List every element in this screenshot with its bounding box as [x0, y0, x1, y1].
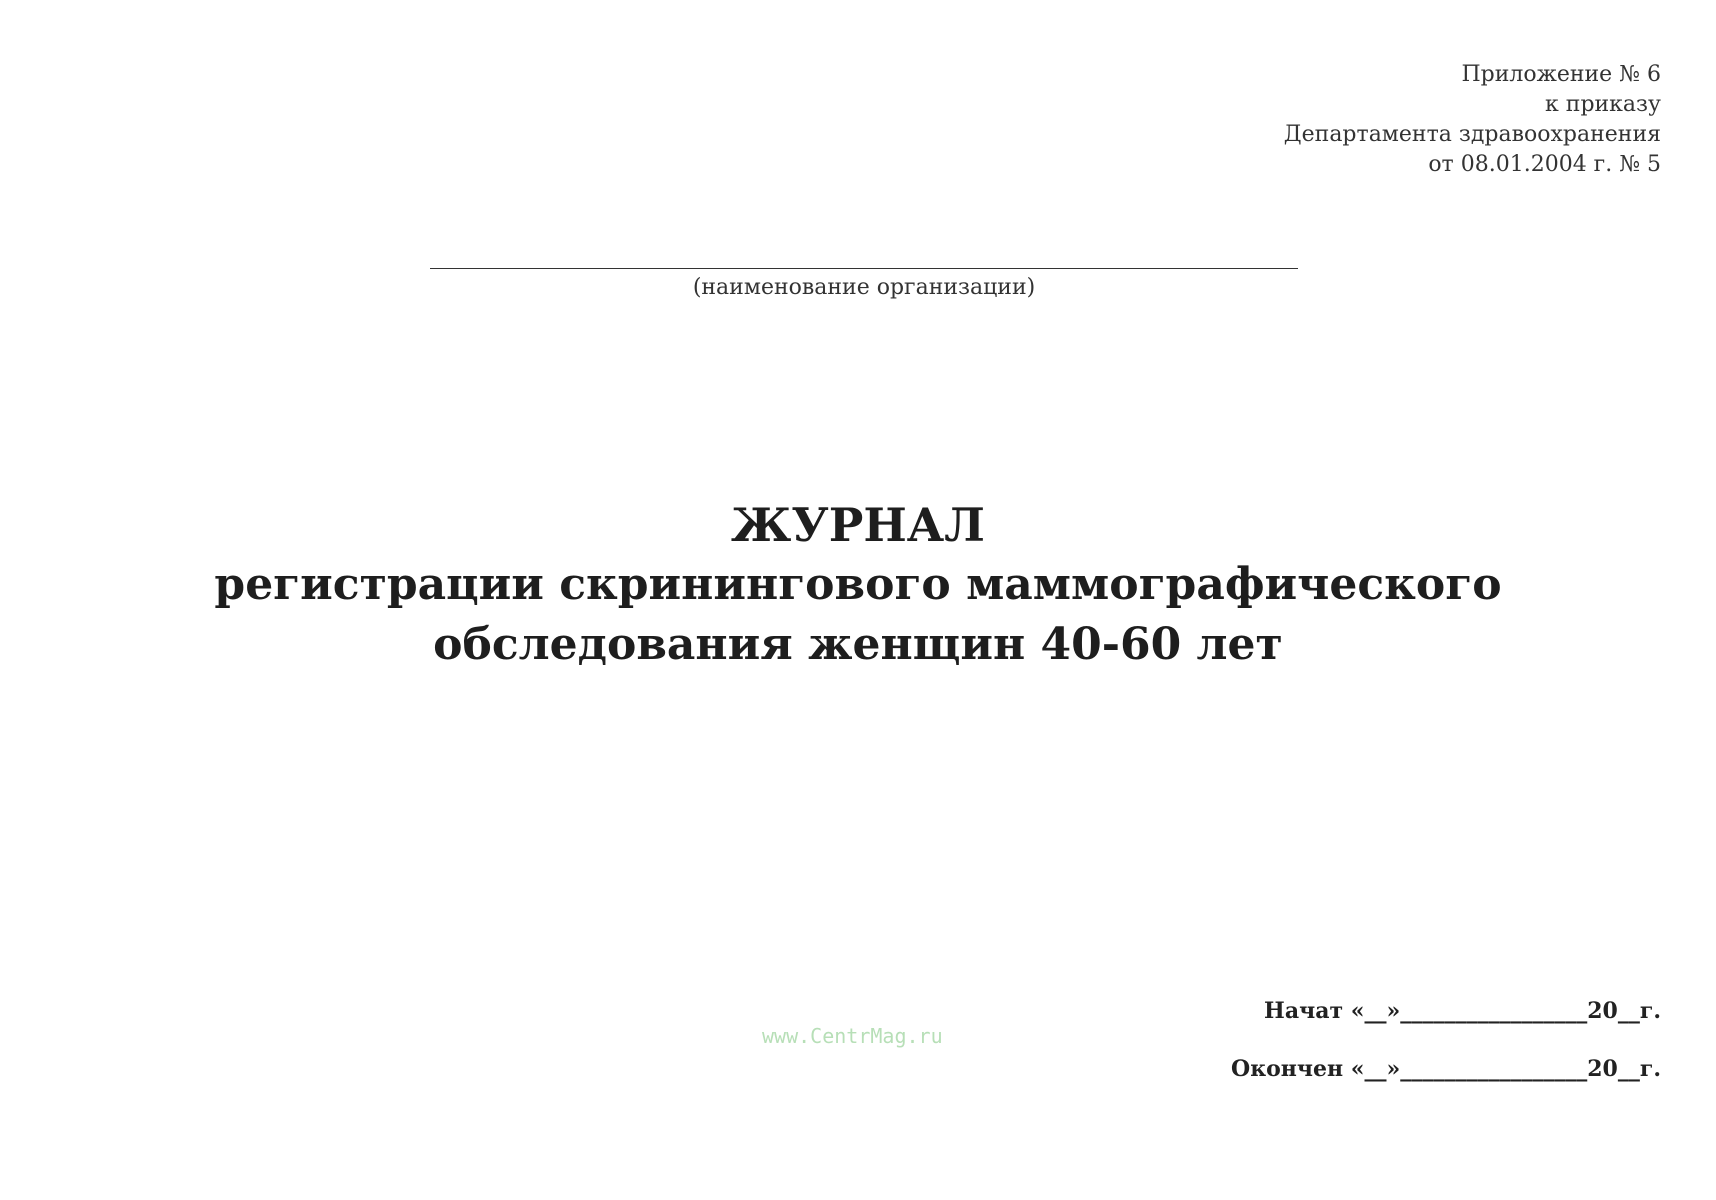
organization-blank-line	[430, 268, 1298, 269]
appendix-department: Департамента здравоохранения	[1283, 122, 1661, 147]
site-watermark: www.CentrMag.ru	[762, 1024, 943, 1048]
journal-title-line2: регистрации скринингового маммографического	[214, 559, 1502, 610]
journal-title	[0, 495, 1716, 675]
appendix-order-ref: к приказу	[1545, 92, 1661, 117]
organization-caption: (наименование организации)	[692, 275, 1036, 300]
journal-title-main: ЖУРНАЛ	[731, 498, 985, 552]
appendix-date: от 08.01.2004 г. № 5	[1428, 152, 1661, 177]
appendix-number: Приложение № 6	[1461, 62, 1661, 87]
start-date-field: Начат «__»_________________20__г.	[1264, 998, 1661, 1024]
journal-title-line3: обследования женщин 40-60 лет	[433, 619, 1283, 670]
journal-dates	[1231, 996, 1661, 1084]
end-date-field: Окончен «__»_________________20__г.	[1231, 1056, 1661, 1082]
organization-field	[430, 268, 1298, 300]
appendix-note	[1284, 60, 1661, 180]
